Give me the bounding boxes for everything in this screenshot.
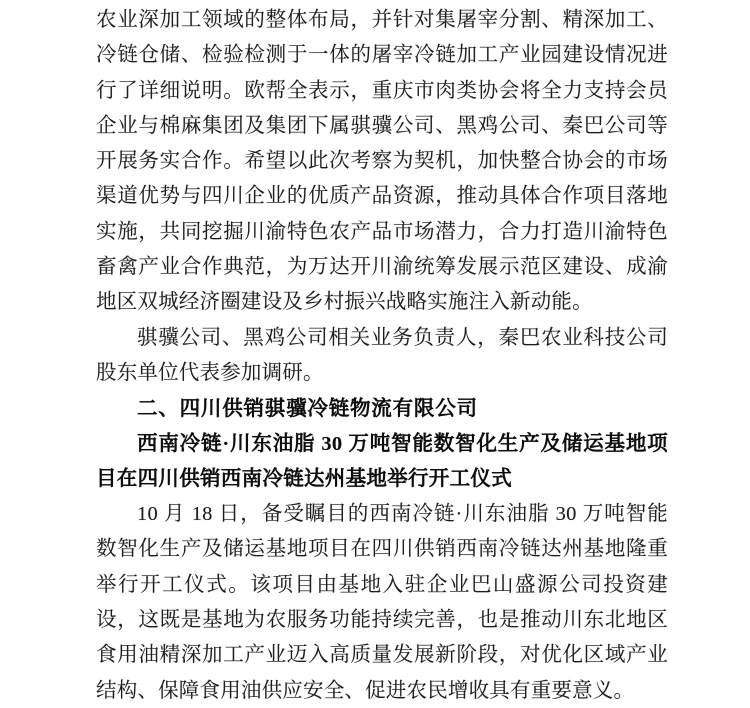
- body-paragraph: 10 月 18 日，备受瞩目的西南冷链·川东油脂 30 万吨智能数智化生产及储运基地项目在四川供销西南冷链达州基地隆重举行开工仪式。该项目由基地入驻企业巴山盛源公司投资建设，这既是基地为农服务功能持续完善，也是推动川东北地区食用油精深加工产业迈入高质量发展新阶段，对优化区域产业结构、保障食用油供应安全、促进农民增收具有重要意义。: [96, 503, 668, 702]
- document-body: [96, 0, 668, 708]
- body-paragraph-continued: 农业深加工领域的整体布局，并针对集屠宰分割、精深加工、冷链仓储、检验检测于一体的屠宰冷链加工产业园建设情况进行了详细说明。欧帮全表示，重庆市肉类协会将全力支持会员企业与棉麻集团及集团下属骐骥公司、黑鸡公司、秦巴公司等开展务实合作。希望以此次考察为契机，加快整合协会的市场渠道优势与四川企业的优质产品资源，推动具体合作项目落地实施，共同挖掘川渝特色农产品市场潜力，合力打造川渝特色畜禽产业合作典范，为万达开川渝统筹发展示范区建设、成渝地区双城经济圈建设及乡村振兴战略实施注入新动能。: [96, 9, 668, 314]
- section-heading: 二、四川供销骐骥冷链物流有限公司: [137, 397, 478, 421]
- body-paragraph: 骐骥公司、黑鸡公司相关业务负责人，秦巴农业科技公司股东单位代表参加调研。: [96, 326, 668, 384]
- subsection-title: 西南冷链·川东油脂 30 万吨智能数智化生产及储运基地项目在四川供销西南冷链达州基地举行开工仪式: [96, 432, 668, 490]
